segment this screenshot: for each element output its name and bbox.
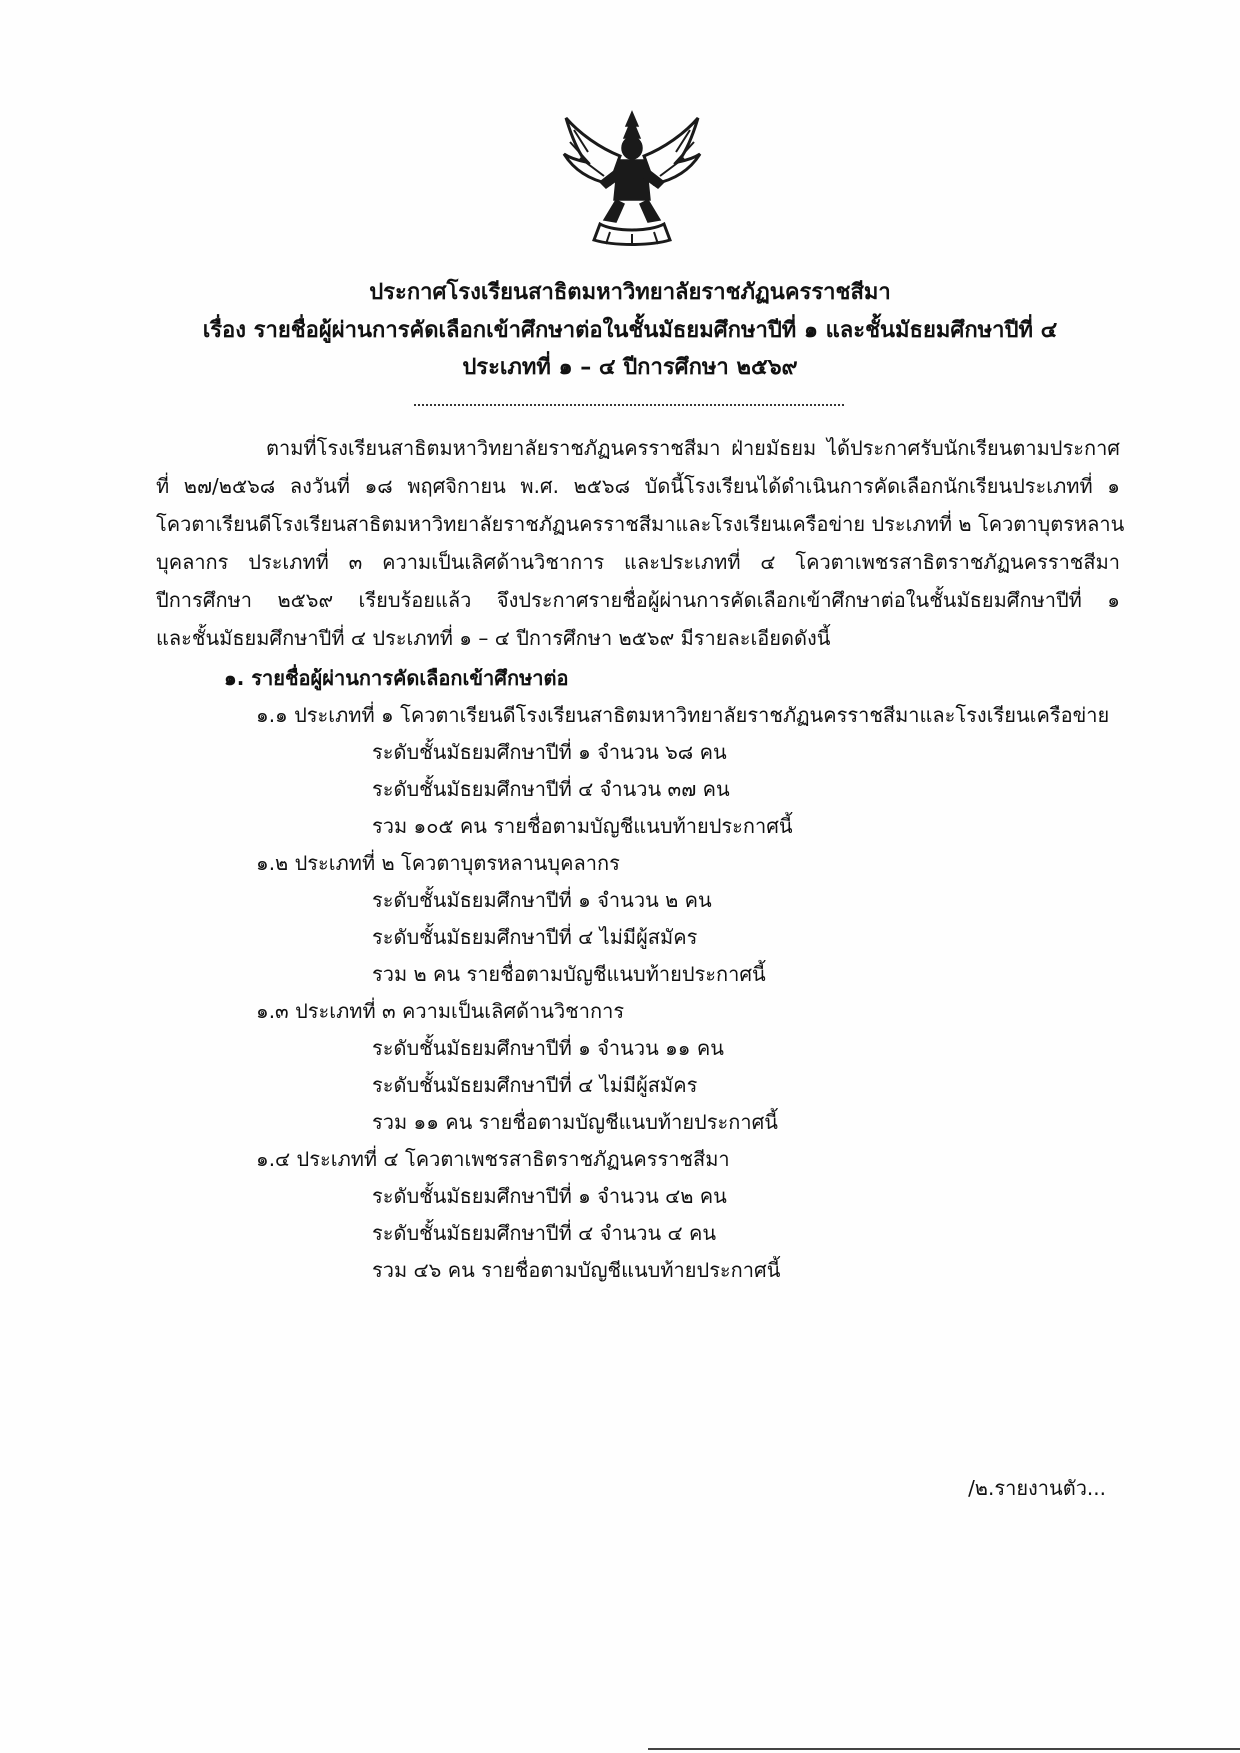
item-2-m4: ระดับชั้นมัธยมศึกษาปีที่ ๔ ไม่มีผู้สมัคร: [372, 925, 698, 949]
intro-line-1: ตามที่โรงเรียนสาธิตมหาวิทยาลัยราชภัฏนครราชสีมา ฝ่ายมัธยม ได้ประกาศรับนักเรียนตามประกาศ: [266, 436, 1120, 460]
item-3-m1: ระดับชั้นมัธยมศึกษาปีที่ ๑ จำนวน ๑๑ คน: [372, 1036, 724, 1060]
intro-line-5: ปีการศึกษา ๒๕๖๙ เรียบร้อยแล้ว จึงประกาศรายชื่อผู้ผ่านการคัดเลือกเข้าศึกษาต่อในชั้นมัธยมศึกษาปีที่ ๑: [156, 588, 1120, 612]
item-1-title: ๑.๑ ประเภทที่ ๑ โควตาเรียนดีโรงเรียนสาธิตมหาวิทยาลัยราชภัฏนครราชสีมาและโรงเรียนเครือข่าย: [256, 703, 1110, 727]
item-3-title: ๑.๓ ประเภทที่ ๓ ความเป็นเลิศด้านวิชาการ: [256, 999, 625, 1023]
bottom-rule: [648, 1748, 1240, 1750]
item-1-total: รวม ๑๐๕ คน รายชื่อตามบัญชีแนบท้ายประกาศนี้: [372, 814, 793, 838]
title-line-2: เรื่อง รายชื่อผู้ผ่านการคัดเลือกเข้าศึกษาต่อในชั้นมัธยมศึกษาปีที่ ๑ และชั้นมัธยมศึกษาปีที่ ๔: [202, 318, 1058, 343]
item-1-m4: ระดับชั้นมัธยมศึกษาปีที่ ๔ จำนวน ๓๗ คน: [372, 777, 730, 801]
item-4-m4: ระดับชั้นมัธยมศึกษาปีที่ ๔ จำนวน ๔ คน: [372, 1221, 717, 1245]
title-line-3: ประเภทที่ ๑ – ๔ ปีการศึกษา ๒๕๖๙: [462, 355, 798, 380]
title-line-1: ประกาศโรงเรียนสาธิตมหาวิทยาลัยราชภัฏนครราชสีมา: [369, 280, 891, 305]
item-3-total: รวม ๑๑ คน รายชื่อตามบัญชีแนบท้ายประกาศนี้: [372, 1110, 778, 1134]
item-1-m1: ระดับชั้นมัธยมศึกษาปีที่ ๑ จำนวน ๖๘ คน: [372, 740, 727, 764]
item-4-title: ๑.๔ ประเภทที่ ๔ โควตาเพชรสาธิตราชภัฏนครราชสีมา: [256, 1147, 730, 1171]
intro-line-2: ที่ ๒๗/๒๕๖๘ ลงวันที่ ๑๘ พฤศจิกายน พ.ศ. ๒๕๖๘ บัดนี้โรงเรียนได้ดำเนินการคัดเลือกนักเรียนประเภทที่ ๑: [156, 474, 1120, 498]
item-2-title: ๑.๒ ประเภทที่ ๒ โควตาบุตรหลานบุคลากร: [256, 851, 620, 875]
continuation-note: /๒.รายงานตัว...: [968, 1476, 1106, 1500]
item-4-m1: ระดับชั้นมัธยมศึกษาปีที่ ๑ จำนวน ๔๒ คน: [372, 1184, 727, 1208]
item-2-total: รวม ๒ คน รายชื่อตามบัญชีแนบท้ายประกาศนี้: [372, 962, 766, 986]
garuda-emblem-icon: [560, 108, 704, 248]
item-4-total: รวม ๔๖ คน รายชื่อตามบัญชีแนบท้ายประกาศนี้: [372, 1258, 781, 1282]
item-2-m1: ระดับชั้นมัธยมศึกษาปีที่ ๑ จำนวน ๒ คน: [372, 888, 712, 912]
intro-line-3: โควตาเรียนดีโรงเรียนสาธิตมหาวิทยาลัยราชภัฏนครราชสีมาและโรงเรียนเครือข่าย ประเภทที่ ๒ โควตาบุตรหลาน: [156, 512, 1125, 536]
dotted-separator: [414, 404, 844, 406]
intro-line-4: บุคลากร ประเภทที่ ๓ ความเป็นเลิศด้านวิชาการ และประเภทที่ ๔ โควตาเพชรสาธิตราชภัฏนครราชสีมา: [156, 550, 1120, 574]
item-3-m4: ระดับชั้นมัธยมศึกษาปีที่ ๔ ไม่มีผู้สมัคร: [372, 1073, 698, 1097]
section-1-heading: ๑. รายชื่อผู้ผ่านการคัดเลือกเข้าศึกษาต่อ: [224, 666, 569, 690]
intro-line-6: และชั้นมัธยมศึกษาปีที่ ๔ ประเภทที่ ๑ – ๔ ปีการศึกษา ๒๕๖๙ มีรายละเอียดดังนี้: [156, 626, 831, 650]
